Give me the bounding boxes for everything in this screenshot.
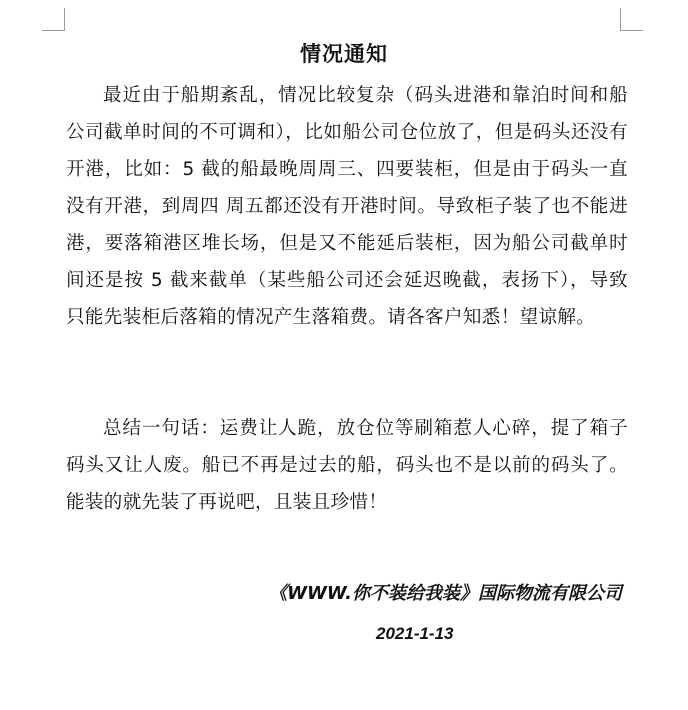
company-signature: 《WWW.你不装给我装》国际物流有限公司 — [269, 583, 622, 604]
document-title: 情况通知 — [300, 42, 388, 66]
corner-crop-mark-top-right — [620, 8, 643, 31]
notice-paragraph-1: 最近由于船期紊乱，情况比较复杂（码头进港和靠泊时间和船公司截单时间的不可调和），比如船公司仓位放了，但是码头还没有开港，比如：5 截的船最晚周周三、四要装柜，但是由于码头一直没有开港，到周四 周五都还没有开港时间。导致柜子装了也不能进港，要落箱港区堆长场，但是又不能延后装柜，因为船公司截单时间还是按 5 截来截单（某些船公司还会延迟晚截，表扬下），导致只能先装柜后落箱的情况产生落箱费。请各客户知悉！望谅解。 — [66, 85, 628, 328]
summary-paragraph: 总结一句话：运费让人跪，放仓位等刷箱惹人心碎，提了箱子码头又让人废。船已不再是过去的船，码头也不是以前的码头了。能装的就先装了再说吧，且装且珍惜！ — [66, 418, 628, 513]
corner-crop-mark-top-left — [42, 8, 65, 31]
document-date: 2021-1-13 — [376, 624, 454, 643]
